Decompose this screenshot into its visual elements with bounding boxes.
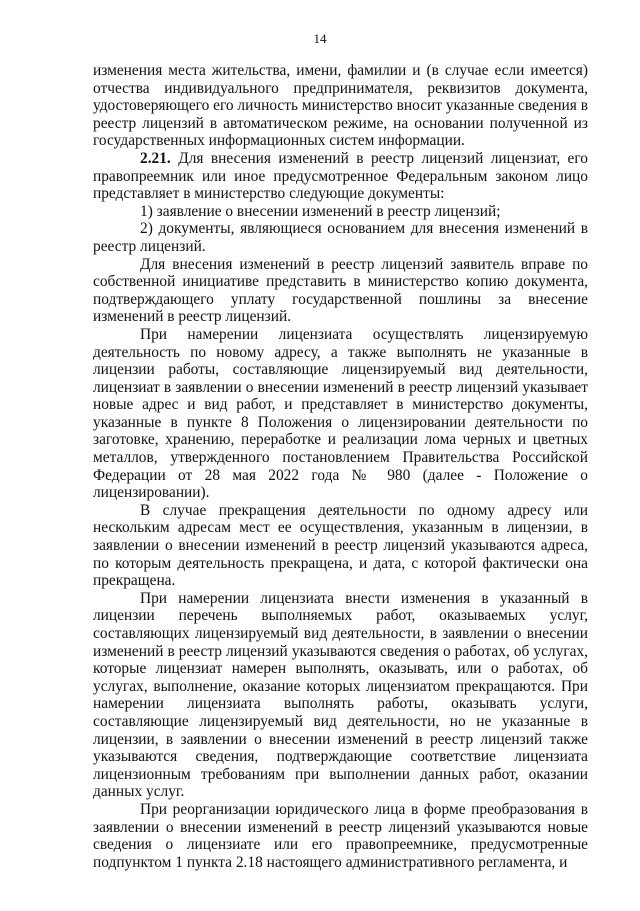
paragraph-works-list: При намерении лицензиата внести изменения в указанный в лицензии перечень выполняемых работ, оказываемых услуг, составляющих лицензируемый вид деятельности, в заявлении о внесении изменений в реестр лицензий указываются сведения о работах, об услугах, которые лицензиат намерен выполнять, оказывать, или о работах, об услугах, выполнение, оказание которых лицензиатом прекращаются. При намерении лицензиата выполнять работы, оказывать услуги, составляющие лицензируемый вид деятельности, но не указанные в лицензии, в заявлении о внесении изменений в реестр лицензий также указываются сведения, подтверждающие соответствие лицензиата лицензионным требованиям при выполнении данных работ, оказании данных услуг.: [93, 589, 588, 801]
page-number: 14: [313, 31, 327, 46]
paragraph-fee-copy: Для внесения изменений в реестр лицензий заявитель вправе по собственной инициативе представить в министерство копию документа, подтверждающего уплату государственной пошлины за внесение изменений в реестр лицензий.: [93, 255, 588, 326]
list-item-1: 1) заявление о внесении изменений в реестр лицензий;: [140, 202, 501, 220]
paragraph-section-2-21-text: Для внесения изменений в реестр лицензий лицензиат, его правопреемник или иное предусмотренное Федеральным законом лицо представляет в министерство следующие документы:: [93, 149, 588, 203]
paragraph-new-address: При намерении лицензиата осуществлять лицензируемую деятельность по новому адресу, а также выполнять не указанные в лицензии работы, составляющие лицензируемый вид деятельности, лицензиат в заявлении о внесении изменений в реестр лицензий указывает новые адрес и вид работ, и представляет в министерство документы, указанные в пункте 8 Положения о лицензировании деятельности по заготовке, хранению, переработке и реализации лома черных и цветных металлов, утвержденного постановлением Правительства Российской Федерации от 28 мая 2022 года № 980 (далее - Положение о лицензировании).: [93, 325, 588, 502]
paragraph-termination: В случае прекращения деятельности по одному адресу или нескольким адресам мест ее осуществления, указанным в лицензии, в заявлении о внесении изменений в реестр лицензий указываются адреса, по которым деятельность прекращена, и дата, с которой фактически она прекращена.: [93, 501, 588, 590]
paragraph-section-2-21: [93, 150, 588, 203]
paragraph-continuation: изменения места жительства, имени, фамилии и (в случае если имеется) отчества индивидуального предпринимателя, реквизитов документа, удостоверяющего его личность министерство вносит указанные сведения в реестр лицензий в автоматическом режиме, на основании полученной из государственных информационных систем информации.: [93, 62, 588, 150]
section-number: 2.21.: [140, 149, 171, 167]
paragraph-reorganization: При реорганизации юридического лица в форме преобразования в заявлении о внесении изменений в реестр лицензий указываются новые сведения о лицензиате или его правопреемнике, предусмотренные подпунктом 1 пункта 2.18 настоящего административного регламента, и: [93, 800, 588, 871]
document-body: [93, 62, 588, 871]
list-item-2: 2) документы, являющиеся основанием для внесения изменений в реестр лицензий.: [93, 220, 588, 255]
